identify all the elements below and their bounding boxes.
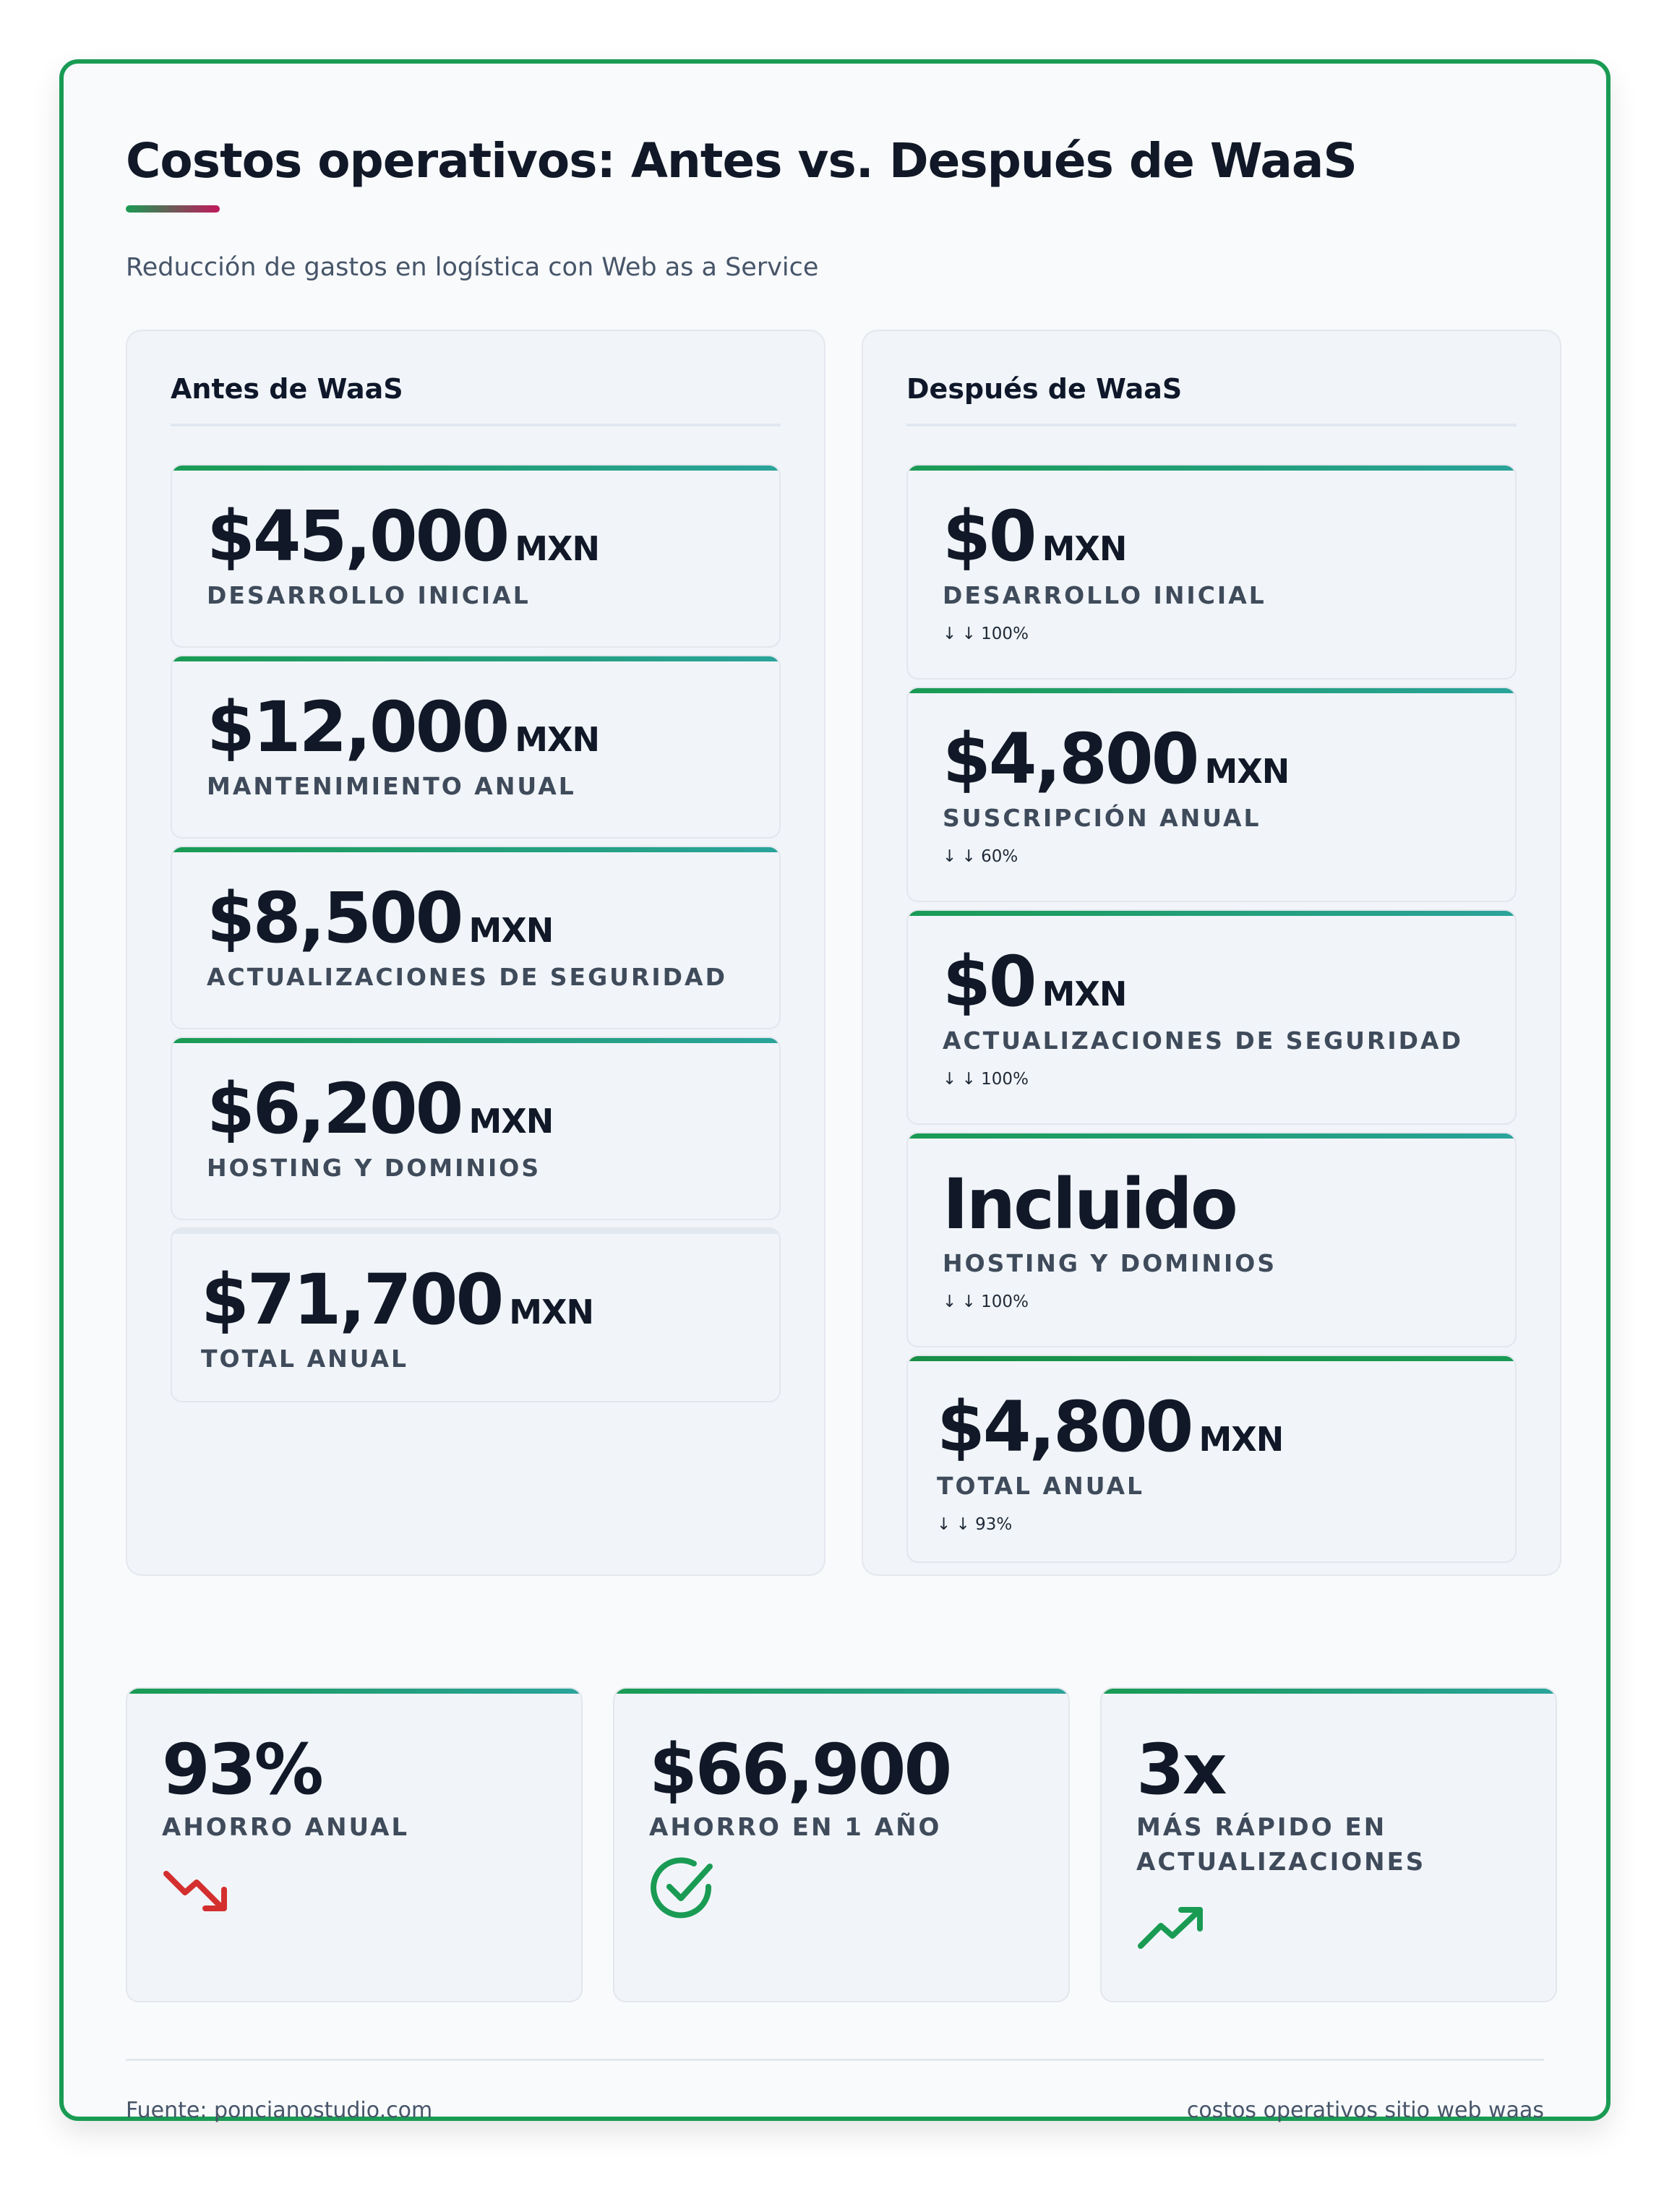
cost-amount: $45,000 [207,496,508,577]
cost-label: HOSTING Y DOMINIOS [943,1249,1277,1277]
stat-card-one-year-savings [613,1687,1070,2002]
cost-unit: MXN [1204,752,1290,791]
before-card-total [171,1227,781,1402]
cost-amount: $8,500 [207,878,462,959]
total-label: TOTAL ANUAL [201,1345,409,1373]
page-title: Costos operativos: Antes vs. Después de WaaS [126,133,1357,189]
cost-unit: MXN [515,529,599,568]
reduction-indicator: ↓ ↓ 100% [943,625,1029,643]
before-panel [126,330,825,1576]
total-value [937,1386,1283,1467]
total-unit: MXN [509,1293,593,1332]
cost-label: MANTENIMIENTO ANUAL [207,772,576,800]
stat-label: AHORRO ANUAL [162,1813,410,1842]
footer-keyword: costos operativos sitio web waas [1186,2098,1544,2123]
total-value [201,1259,593,1340]
cost-amount: $0 [943,941,1035,1022]
after-card-hosting-domains [906,1132,1517,1347]
reduction-indicator: ↓ ↓ 93% [937,1515,1013,1534]
cost-value [207,1068,553,1149]
cost-label: HOSTING Y DOMINIOS [207,1154,541,1182]
trending-down-icon [162,1866,234,1920]
title-underline [126,205,220,213]
stat-card-annual-savings [126,1687,583,2002]
reduction-indicator: ↓ ↓ 100% [943,1293,1029,1311]
cost-value [943,941,1126,1022]
cost-unit: MXN [515,720,599,759]
cost-unit: MXN [1042,974,1127,1013]
after-panel-heading: Después de WaaS [906,373,1517,426]
cost-unit: MXN [468,911,554,950]
check-circle-icon [649,1855,716,1924]
cost-value [943,1164,1236,1245]
cost-amount: $0 [943,496,1035,577]
page-subtitle: Reducción de gastos en logística con Web as a Service [126,253,819,282]
reduction-indicator: ↓ ↓ 100% [943,1070,1029,1089]
source-credit: Fuente: poncianostudio.com [126,2098,433,2123]
after-card-annual-subscription [906,687,1517,902]
after-card-initial-development [906,464,1517,680]
cost-value [207,687,599,768]
infographic-frame [59,59,1610,2121]
after-panel [862,330,1561,1576]
cost-unit: MXN [1042,529,1127,568]
before-card-security-updates [171,846,781,1029]
stat-value: $66,900 [649,1729,951,1810]
cost-label: DESARROLLO INICIAL [207,581,531,609]
cost-label: ACTUALIZACIONES DE SEGURIDAD [943,1026,1463,1055]
before-card-hosting-domains [171,1037,781,1220]
stat-label: MÁS RÁPIDO EN ACTUALIZACIONES [1136,1813,1426,1877]
cost-amount: $4,800 [943,719,1198,800]
total-amount: $4,800 [937,1386,1192,1467]
stat-value: 3x [1136,1729,1225,1810]
cost-amount: Incluido [943,1164,1236,1245]
cost-value [207,496,599,577]
reduction-indicator: ↓ ↓ 60% [943,847,1018,866]
stat-card-faster-updates [1100,1687,1557,2002]
total-label: TOTAL ANUAL [937,1472,1145,1500]
cost-label: ACTUALIZACIONES DE SEGURIDAD [207,963,727,991]
cost-value [943,719,1289,800]
after-card-security-updates [906,909,1517,1125]
before-card-annual-maintenance [171,655,781,839]
cost-amount: $6,200 [207,1068,462,1149]
before-panel-heading: Antes de WaaS [171,373,781,426]
cost-value [943,496,1126,577]
cost-unit: MXN [468,1102,554,1141]
stat-value: 93% [162,1729,322,1810]
cost-amount: $12,000 [207,687,508,768]
stat-label: AHORRO EN 1 AÑO [649,1813,942,1842]
total-unit: MXN [1198,1420,1284,1459]
footer-divider [126,2059,1544,2061]
cost-label: SUSCRIPCIÓN ANUAL [943,804,1261,832]
trending-up-icon [1136,1903,1209,1956]
before-card-initial-development [171,464,781,648]
cost-value [207,878,553,959]
after-card-total [906,1355,1517,1563]
cost-label: DESARROLLO INICIAL [943,581,1266,609]
total-amount: $71,700 [201,1259,502,1340]
